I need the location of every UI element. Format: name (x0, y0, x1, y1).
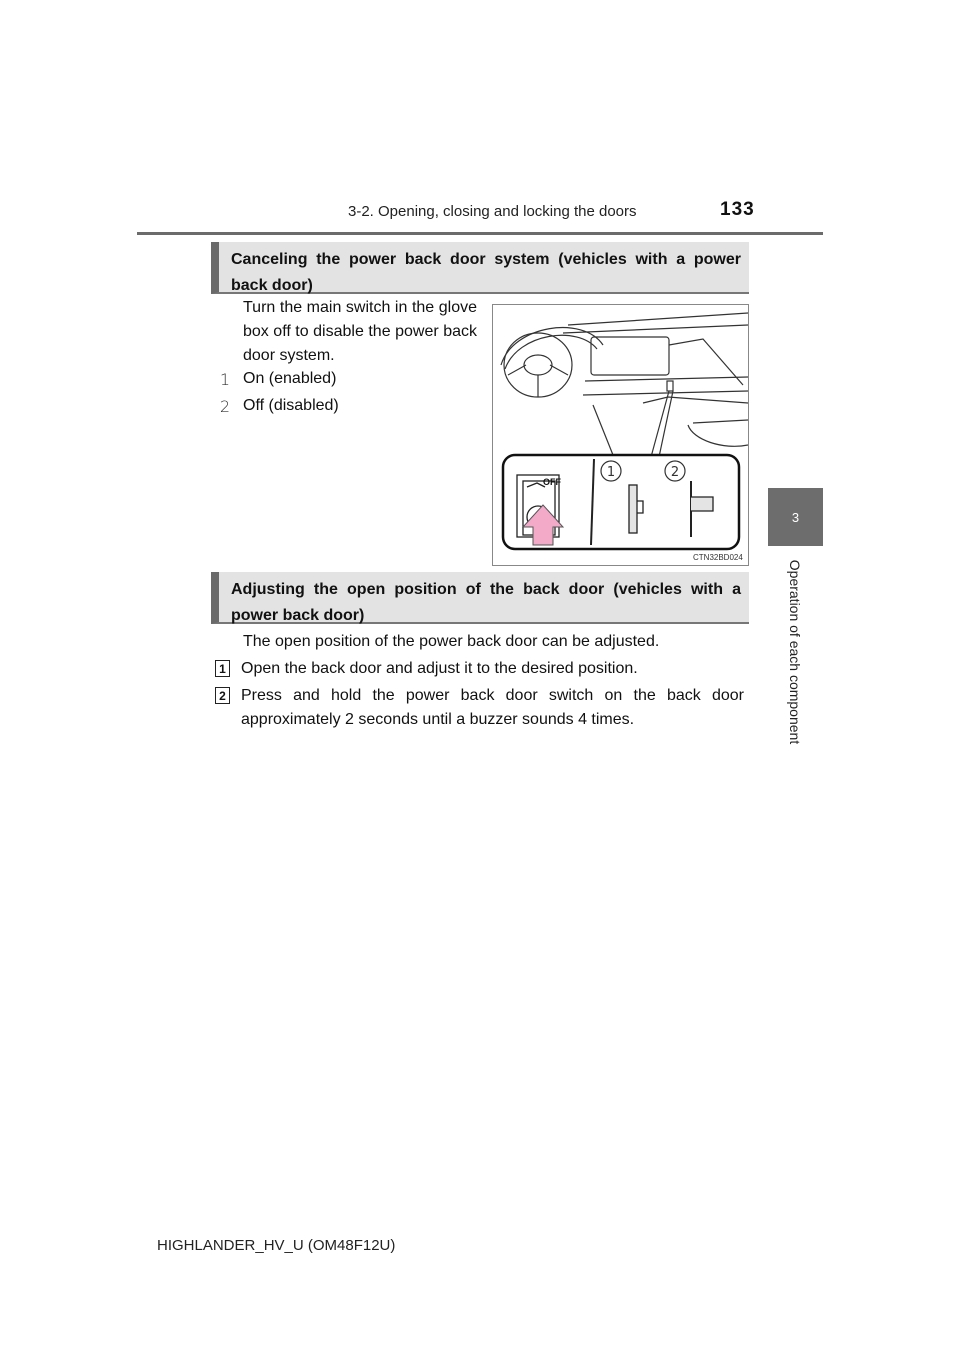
step-text: Press and hold the power back door switch on the back door approximately 2 seconds until a buzzer sounds 4 times. (241, 687, 744, 728)
callout-number: 2 (219, 396, 231, 416)
list-item (217, 370, 336, 388)
list-item (217, 397, 339, 415)
page-number: 133 (720, 199, 755, 220)
section-intro-cancel: Turn the main switch in the glove box off to disable the power back door system. (243, 299, 477, 364)
chapter-side-title (768, 552, 823, 752)
list-item-label: On (enabled) (243, 370, 337, 387)
figure-code: CTN32BD024 (693, 553, 743, 562)
step-item (215, 657, 744, 681)
figure-callout-2: 2 (670, 465, 680, 480)
switch-off-label: OFF (543, 477, 561, 487)
chapter-number: 3 (791, 509, 800, 525)
dashboard-illustration (493, 305, 748, 565)
figure-callout-1: 1 (606, 465, 616, 480)
callout-number: 1 (219, 369, 231, 389)
footer-model-code: HIGHLANDER_HV_U (OM48F12U) (157, 1237, 396, 1254)
section-heading-open-position: Adjusting the open position of the back door (vehicles with a power back door) (211, 572, 749, 624)
section-heading-cancel: Canceling the power back door system (vehicles with a power back door) (211, 242, 749, 294)
step-number: 2 (215, 687, 230, 704)
header-rule (137, 232, 823, 235)
step-text: Open the back door and adjust it to the desired position. (241, 660, 638, 677)
chapter-title-vertical: Operation of each component (787, 559, 804, 745)
step-number: 1 (215, 660, 230, 677)
running-header-title: 3-2. Opening, closing and locking the doors (348, 203, 637, 220)
chapter-tab (768, 488, 823, 546)
list-item-label: Off (disabled) (243, 397, 339, 414)
step-item (215, 684, 744, 732)
section-intro-open-position: The open position of the power back door can be adjusted. (243, 633, 660, 650)
glove-box-switch-illustration (492, 304, 749, 566)
